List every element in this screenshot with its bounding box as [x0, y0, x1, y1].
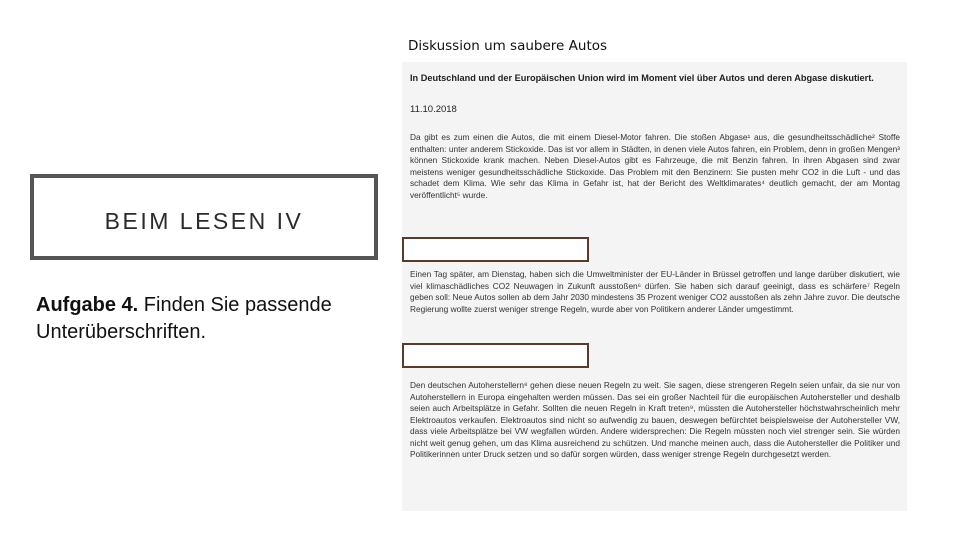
slide-title-box [30, 174, 378, 260]
task-text: Finden Sie passende Unterüberschriften. [36, 294, 332, 343]
article-lead: In Deutschland und der Europäischen Union wird im Moment viel über Autos und deren Abgase diskutiert. [410, 73, 874, 83]
article-paragraph-3: Den deutschen Autoherstellern⁸ gehen diese neuen Regeln zu weit. Sie sagen, diese strengeren Regeln seien unfair, da sie nur von Autoherstellern in Europa eingehalten werden müssen. Das sei ein großer Nachteil für die europäischen Autohersteller und deshalb seien auch Arbeitsplätze in Gefahr. Sollten die neuen Regeln in Kraft treten⁹, müssten die Autohersteller höchstwahrscheinlich mehr Elektroautos verkaufen. Elektroautos sind nicht so aufwendig zu bauen, deswegen befürchtet beispielsweise der Autohersteller VW, dass viele Arbeitsplätze bei VW wegfallen würden. Andere widersprechen: Die Regeln müssten noch viel strenger sein. Sie würden nicht weit genug gehen, um das Klima ausreichend zu schützen. Und manche meinen auch, dass die Autohersteller die Politiker und Politikerinnen unter Druck setzen und so dafür sorgen würden, dass weniger strenge Regeln durchgesetzt werden. [410, 380, 900, 459]
document-heading: Diskussion um saubere Autos [408, 38, 608, 54]
article-paragraph-1: Da gibt es zum einen die Autos, die mit einem Diesel-Motor fahren. Die stoßen Abgase¹ aus, die gesundheitsschädliche² Stoffe enthalten: unter anderem Stickoxide. Das ist vor allem in Städten, in denen viele Autos fahren, ein Problem, denn in großen Mengen³ können Stickoxide krank machen. Neben Diesel-Autos gibt es Fahrzeuge, die mit Benzin fahren. In ihren Abgasen sind zwar meistens weniger gesundheitsschädliche Stickoxide. Das Problem mit den Benzinern: Sie pusten mehr CO2 in die Luft - und das schadet dem Klima. Wie sehr das Klima in Gefahr ist, hat der Bericht des Weltklimarates⁴ deutlich gemacht, der am Montag veröffentlicht⁵ wurde. [410, 132, 900, 200]
slide-title: BEIM LESEN IV [104, 208, 304, 234]
task-instruction [36, 292, 376, 346]
task-label: Aufgabe 4. [36, 294, 139, 316]
article-paragraph-2: Einen Tag später, am Dienstag, haben sich die Umweltminister der EU-Länder in Brüssel getroffen und lange darüber diskutiert, wie viel klimaschädliches CO2 Neuwagen in Zukunft ausstoßen⁶ dürfen. Sie haben sich darauf geeinigt, dass es schärfere⁷ Regeln geben soll: Neue Autos sollen ab dem Jahr 2030 mindestens 35 Prozent weniger CO2 ausstoßen als zehn Jahre zuvor. Die deutsche Regierung wollte zuerst weniger strenge Regeln, wurde aber von Politikern anderer Länder umgestimmt. [410, 269, 900, 314]
subheading-blank-1[interactable] [402, 237, 589, 262]
article-document [402, 62, 907, 511]
article-date: 11.10.2018 [410, 104, 457, 115]
subheading-blank-2[interactable] [402, 343, 589, 368]
